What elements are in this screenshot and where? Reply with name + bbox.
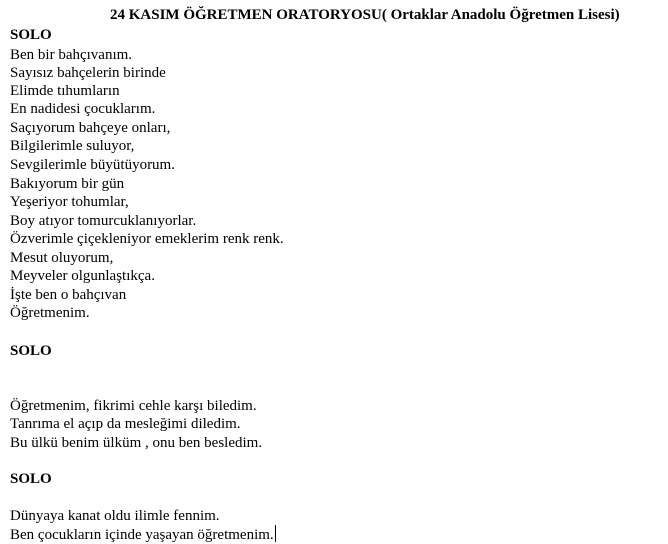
verse-line: Bu ülkü benim ülküm , onu ben besledim. [10,435,263,451]
verse-line: İşte ben o bahçıvan [10,287,127,303]
verse-line: Dünyaya kanat oldu ilimle fennim. [10,508,220,524]
verse-line: En nadidesi çocuklarım. [10,101,156,117]
verse-line-last[interactable] [10,525,276,544]
verse-line: Öğretmenim. [10,305,90,321]
verse-line: Yeşeriyor tohumlar, [10,194,129,210]
document-title: 24 KASIM ÖĞRETMEN ORATORYOSU( Ortaklar Anadolu Öğretmen Lisesi) [110,7,620,23]
verse-line-text: Ben çocukların içinde yaşayan öğretmenim. [10,527,274,543]
section-heading-1: SOLO [10,27,52,43]
verse-line: Sayısız bahçelerin birinde [10,65,166,81]
verse-line: Tanrıma el açıp da mesleğimi diledim. [10,416,241,432]
verse-line: Saçıyorum bahçeye onları, [10,120,171,136]
verse-line: Öğretmenim, fikrimi cehle karşı biledim. [10,398,257,414]
verse-line: Boy atıyor tomurcuklanıyorlar. [10,213,197,229]
section-heading-2: SOLO [10,343,52,359]
verse-line: Bakıyorum bir gün [10,176,125,192]
verse-line: Ben bir bahçıvanım. [10,47,133,63]
verse-line: Elimde tıhumların [10,83,120,99]
verse-line: Bilgilerimle suluyor, [10,138,135,154]
verse-line: Sevgilerimle büyütüyorum. [10,157,175,173]
verse-line: Mesut oluyorum, [10,250,114,266]
verse-line: Meyveler olgunlaştıkça. [10,268,155,284]
text-cursor [275,525,276,542]
section-heading-3: SOLO [10,471,52,487]
verse-line: Özverimle çiçekleniyor emeklerim renk renk. [10,231,284,247]
